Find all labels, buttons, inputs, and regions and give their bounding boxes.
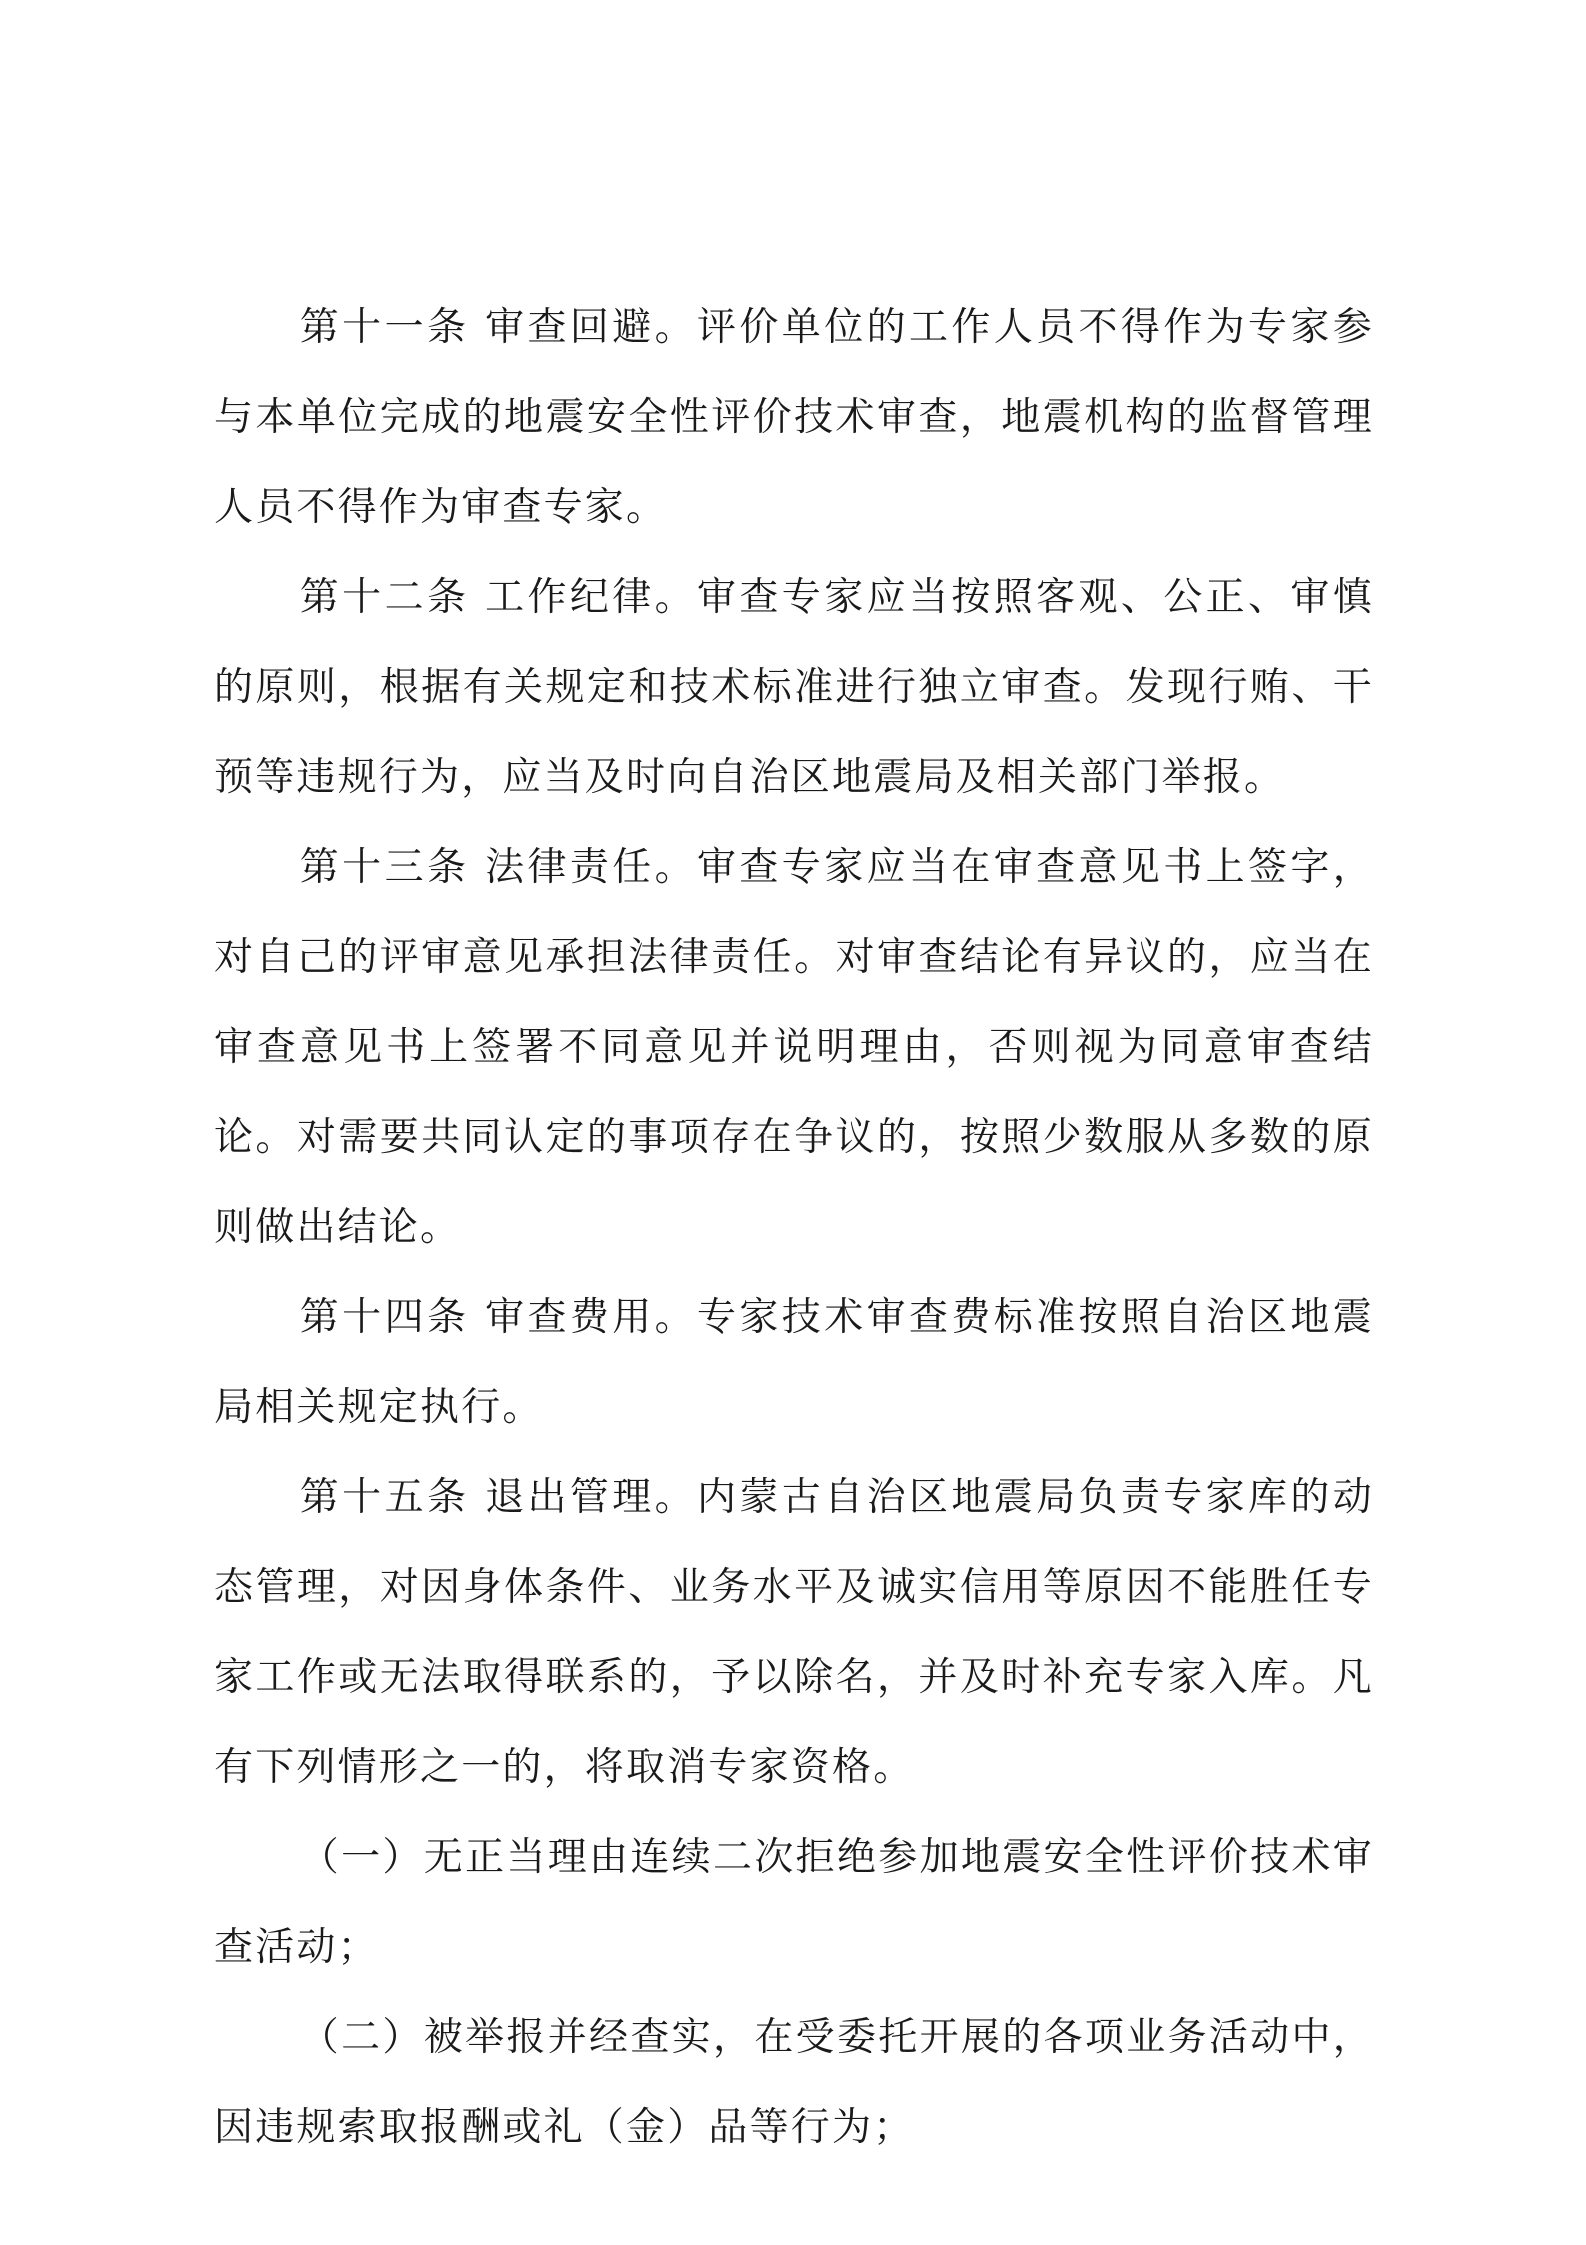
article-15-paragraph: [214, 1453, 1374, 1813]
list-item-2: [214, 1993, 1374, 2173]
article-13-paragraph: [214, 823, 1374, 1273]
article-14-heading: 第十四条: [299, 1295, 470, 1340]
article-11-heading: 第十一条: [299, 305, 470, 350]
article-12-paragraph: [214, 553, 1374, 823]
article-11-paragraph: [214, 283, 1374, 553]
document-body: [214, 283, 1374, 2173]
article-12-text: 工作纪律。审查专家应当按照客观、公正、审慎的原则，根据有关规定和技术标准进行独立审查。发现行贿、干预等违规行为，应当及时向自治区地震局及相关部门举报。: [214, 575, 1374, 800]
article-15-heading: 第十五条: [299, 1475, 470, 1520]
article-13-heading: 第十三条: [299, 845, 470, 890]
article-11-text: 审查回避。评价单位的工作人员不得作为专家参与本单位完成的地震安全性评价技术审查，地震机构的监督管理人员不得作为审查专家。: [214, 305, 1374, 530]
list-item-1-text: （一）无正当理由连续二次拒绝参加地震安全性评价技术审查活动；: [214, 1835, 1374, 1970]
article-14-paragraph: [214, 1273, 1374, 1453]
list-item-2-text: （二）被举报并经查实，在受委托开展的各项业务活动中，因违规索取报酬或礼（金）品等行为；: [214, 2015, 1374, 2150]
article-12-heading: 第十二条: [299, 575, 470, 620]
article-15-text: 退出管理。内蒙古自治区地震局负责专家库的动态管理，对因身体条件、业务水平及诚实信用等原因不能胜任专家工作或无法取得联系的，予以除名，并及时补充专家入库。凡有下列情形之一的，将取消专家资格。: [214, 1475, 1374, 1790]
article-13-text: 法律责任。审查专家应当在审查意见书上签字，对自己的评审意见承担法律责任。对审查结论有异议的，应当在审查意见书上签署不同意见并说明理由，否则视为同意审查结论。对需要共同认定的事项存在争议的，按照少数服从多数的原则做出结论。: [214, 845, 1374, 1250]
article-14-text: 审查费用。专家技术审查费标准按照自治区地震局相关规定执行。: [214, 1295, 1374, 1430]
list-item-1: [214, 1813, 1374, 1993]
